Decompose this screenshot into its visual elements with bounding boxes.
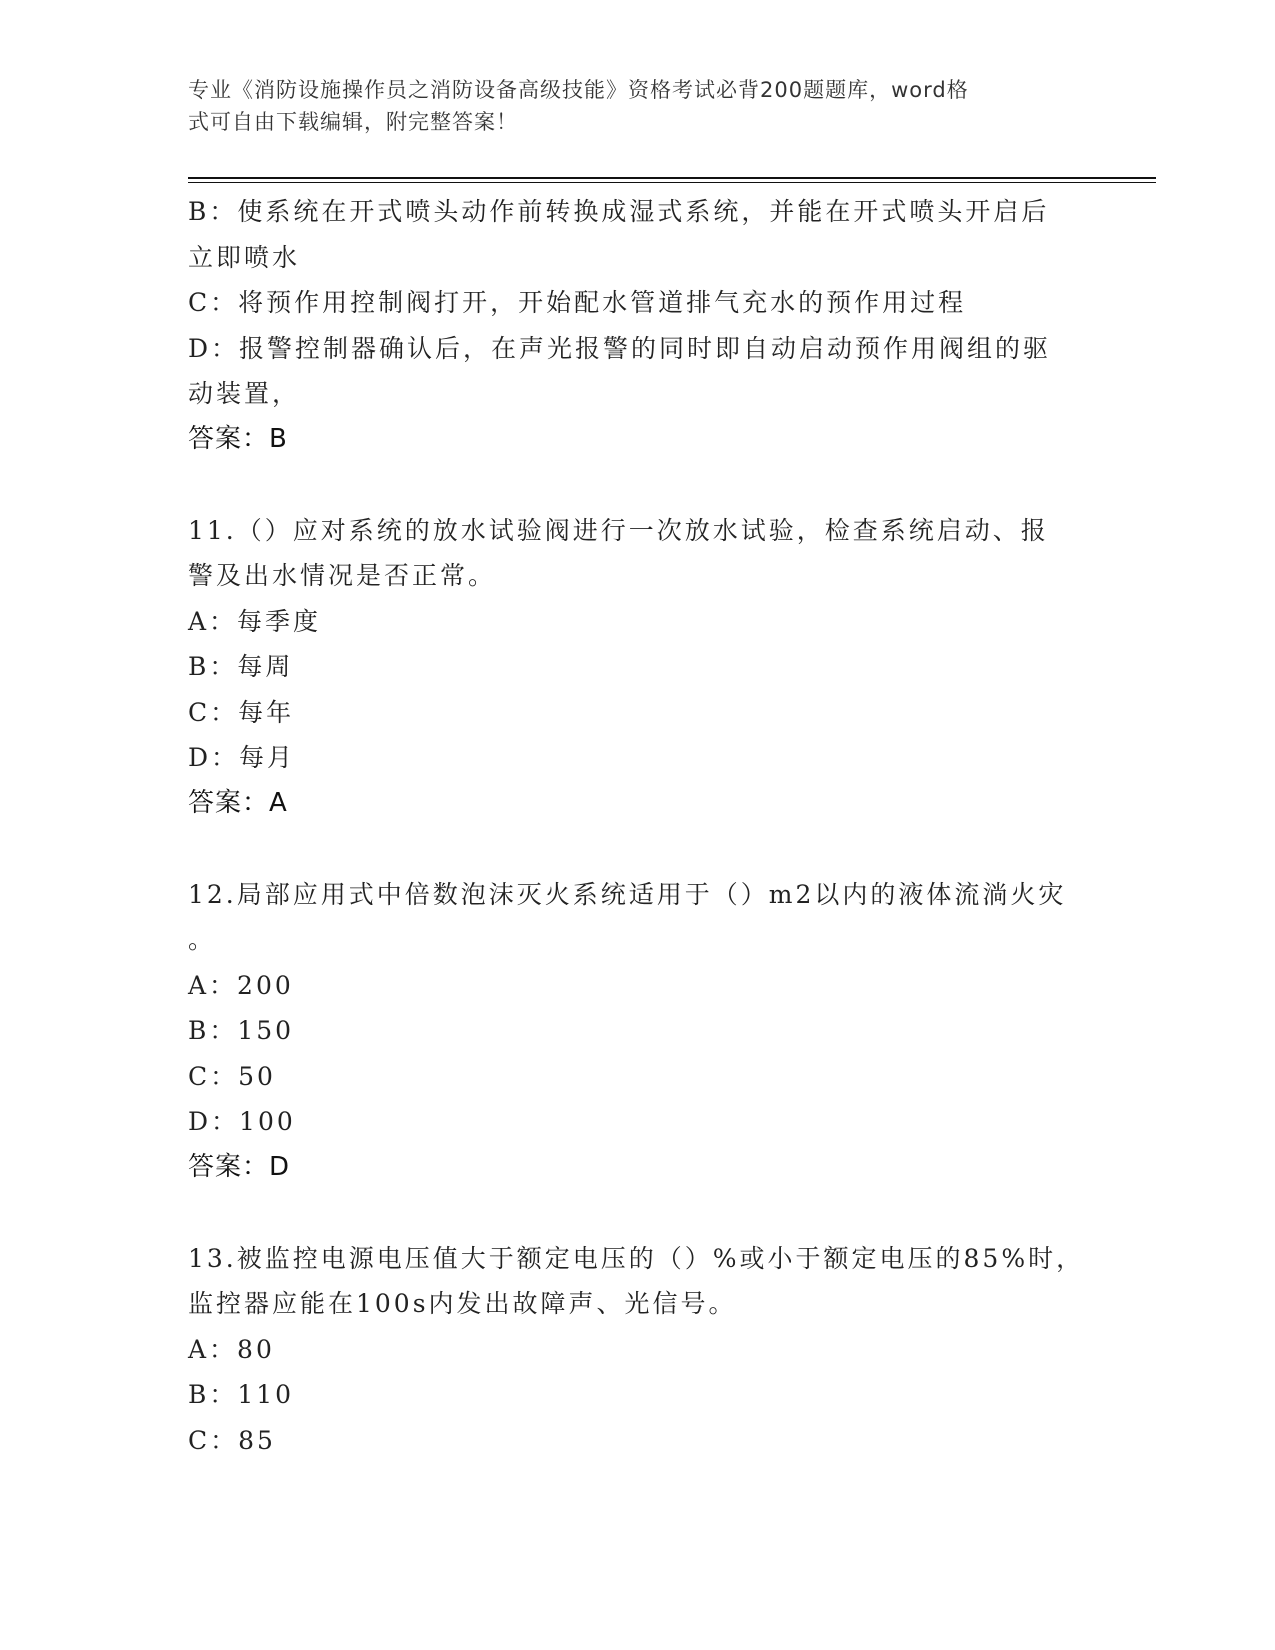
q12-answer: 答案：D: [188, 1151, 291, 1182]
q11-option-c: C：每年: [188, 697, 295, 727]
q12-option-a: A：200: [188, 970, 294, 1000]
q10-option-d-line-2: 动装置，: [188, 379, 301, 408]
q13-stem-line-1: 13.被监控电源电压值大于额定电压的（）%或小于额定电压的85%时，: [188, 1243, 1085, 1273]
q10-option-b-line-2: 立即喷水: [188, 242, 301, 272]
header-divider-thick: [188, 177, 1156, 179]
q13-option-b: B：110: [188, 1380, 295, 1409]
q11-stem-line-1: 11.（）应对系统的放水试验阀进行一次放水试验，检查系统启动、报: [188, 515, 1049, 545]
document-header: [188, 74, 1078, 138]
q11-option-b: B：每周: [188, 652, 294, 681]
question-10-continued: [188, 189, 1088, 462]
q11-option-d: D：每月: [188, 743, 296, 772]
q12-option-d: D：100: [188, 1107, 296, 1136]
question-12: [188, 872, 1088, 1191]
question-13: [188, 1236, 1088, 1464]
spacer: [188, 826, 1088, 872]
q13-stem-line-2: 监控器应能在100s内发出故障声、光信号。: [188, 1289, 737, 1318]
question-list: [188, 189, 1088, 1463]
q11-option-a: A：每季度: [188, 606, 322, 636]
q13-option-c: C：85: [188, 1425, 276, 1455]
q13-option-a: A：80: [188, 1334, 275, 1364]
q12-option-c: C：50: [188, 1061, 276, 1091]
q10-option-c: C：将预作用控制阀打开，开始配水管道排气充水的预作用过程: [188, 288, 967, 317]
question-11: [188, 508, 1088, 827]
q12-option-b: B：150: [188, 1016, 295, 1045]
q11-answer: 答案：A: [188, 787, 288, 818]
header-line-1: 专业《消防设施操作员之消防设备高级技能》资格考试必背200题题库，word格: [188, 78, 969, 102]
spacer: [188, 1190, 1088, 1236]
q11-stem-line-2: 警及出水情况是否正常。: [188, 561, 497, 590]
q12-stem-line-2: 。: [188, 925, 217, 954]
q10-option-b-line-1: B：使系统在开式喷头动作前转换成湿式系统，并能在开式喷头开启后: [188, 197, 1050, 226]
q10-option-d-line-1: D：报警控制器确认后，在声光报警的同时即自动启动预作用阀组的驱: [188, 333, 1052, 363]
spacer: [188, 462, 1088, 508]
q10-answer: 答案：B: [188, 423, 288, 454]
header-line-2: 式可自由下载编辑，附完整答案！: [188, 110, 518, 134]
header-divider-thin: [188, 182, 1156, 183]
q12-stem-line-1: 12.局部应用式中倍数泡沫灭火系统适用于（）m2以内的液体流淌火灾: [188, 879, 1067, 909]
